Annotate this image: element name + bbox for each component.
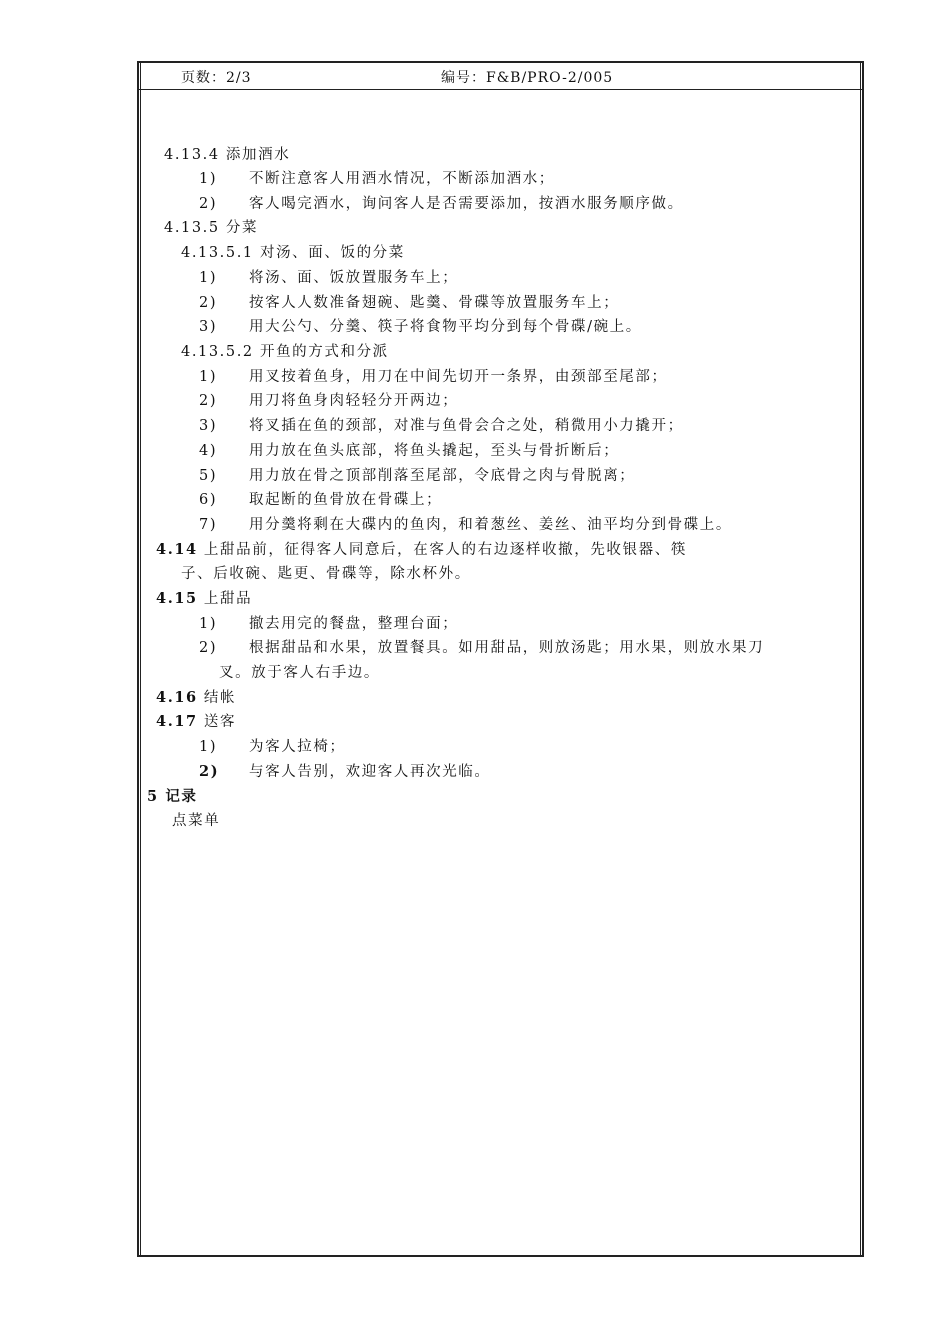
line-text: 按客人人数准备翅碗、匙羹、骨碟等放置服务车上；: [249, 295, 620, 311]
line-text: 将叉插在鱼的颈部，对准与鱼骨会合之处，稍微用小力撬开；: [249, 418, 684, 434]
line-text: 将汤、面、饭放置服务车上；: [249, 270, 459, 286]
text-line: [199, 317, 642, 337]
list-number: 1): [199, 171, 218, 187]
line-text: 用力放在骨之顶部削落至尾部，令底骨之肉与骨脱离；: [249, 468, 636, 484]
text-line: [199, 515, 732, 535]
line-text: 子、后收碗、匙更、骨碟等，除水杯外。: [181, 566, 471, 582]
text-line: [164, 145, 290, 165]
text-line: [156, 540, 687, 560]
text-line: [199, 614, 458, 634]
document-code: 编号：F&B/PRO-2/005: [441, 70, 614, 86]
section-number: 4.14: [156, 541, 198, 558]
text-line: [199, 268, 458, 288]
text-line: [199, 169, 555, 189]
line-text: 点菜单: [172, 813, 221, 829]
text-line: [199, 293, 619, 313]
text-line: [199, 367, 668, 387]
line-text: 4.13.4 添加酒水: [164, 147, 291, 163]
list-number: 1): [199, 739, 218, 755]
text-line: [199, 737, 346, 757]
text-line: [156, 589, 252, 609]
text-line: [156, 712, 236, 732]
section-number: 4.17: [156, 713, 198, 730]
line-text: 不断注意客人用酒水情况，不断添加酒水；: [249, 171, 555, 187]
text-line: [181, 243, 405, 263]
line-text: 取起断的鱼骨放在骨碟上；: [249, 492, 443, 508]
line-text: 用大公勺、分羹、筷子将食物平均分到每个骨碟/碗上。: [249, 319, 642, 335]
text-line: [199, 490, 442, 510]
line-text: 上甜品前，征得客人同意后，在客人的右边逐样收撤，先收银器、筷: [197, 542, 687, 558]
text-line: [199, 466, 635, 486]
text-line: [199, 762, 491, 782]
text-line: [147, 787, 198, 807]
line-text: 用叉按着鱼身，用刀在中间先切开一条界，由颈部至尾部；: [249, 369, 668, 385]
list-number: 3): [199, 319, 218, 335]
text-line: [172, 811, 220, 831]
line-text: 用力放在鱼头底部，将鱼头撬起，至头与骨折断后；: [249, 443, 620, 459]
line-text: 用刀将鱼身肉轻轻分开两边；: [249, 393, 459, 409]
list-number: 7): [199, 517, 218, 533]
text-line: [156, 688, 236, 708]
line-text: 结帐: [197, 690, 237, 706]
list-number: 1): [199, 616, 218, 632]
line-text: 撤去用完的餐盘，整理台面；: [249, 616, 459, 632]
section-number: 5 记录: [147, 788, 198, 805]
list-number: 2): [199, 393, 218, 409]
list-number: 2): [199, 295, 218, 311]
list-number: 1): [199, 270, 218, 286]
line-text: 上甜品: [197, 591, 253, 607]
section-number: 4.15: [156, 590, 198, 607]
line-text: 与客人告别，欢迎客人再次光临。: [249, 764, 491, 780]
list-number: 2): [199, 763, 220, 780]
line-text: 4.13.5.1 对汤、面、饭的分菜: [181, 245, 405, 261]
section-number: 4.16: [156, 689, 198, 706]
document-frame: [137, 61, 864, 1257]
text-line: [181, 342, 389, 362]
list-number: 6): [199, 492, 218, 508]
line-text: 客人喝完酒水，询问客人是否需要添加，按酒水服务顺序做。: [249, 196, 684, 212]
page-number: 页数：2/3: [181, 70, 252, 86]
line-text: 4.13.5.2 开鱼的方式和分派: [181, 344, 389, 360]
line-text: 为客人拉椅；: [249, 739, 346, 755]
text-line: [199, 638, 764, 658]
list-number: 1): [199, 369, 218, 385]
document-header: [139, 63, 862, 90]
list-number: 4): [199, 443, 218, 459]
line-text: 叉。放于客人右手边。: [219, 665, 380, 681]
line-text: 送客: [197, 714, 237, 730]
list-number: 5): [199, 468, 218, 484]
line-text: 用分羹将剩在大碟内的鱼肉，和着葱丝、姜丝、油平均分到骨碟上。: [249, 517, 732, 533]
line-text: 根据甜品和水果，放置餐具。如用甜品，则放汤匙；用水果，则放水果刀: [249, 640, 765, 656]
list-number: 2): [199, 196, 218, 212]
text-line: [199, 416, 684, 436]
text-line: [199, 391, 458, 411]
line-text: 4.13.5 分菜: [164, 220, 259, 236]
text-line: [164, 218, 258, 238]
text-line: [199, 441, 619, 461]
text-line: [181, 564, 471, 584]
text-line: [199, 194, 684, 214]
list-number: 3): [199, 418, 218, 434]
text-line: [219, 663, 380, 683]
list-number: 2): [199, 640, 218, 656]
